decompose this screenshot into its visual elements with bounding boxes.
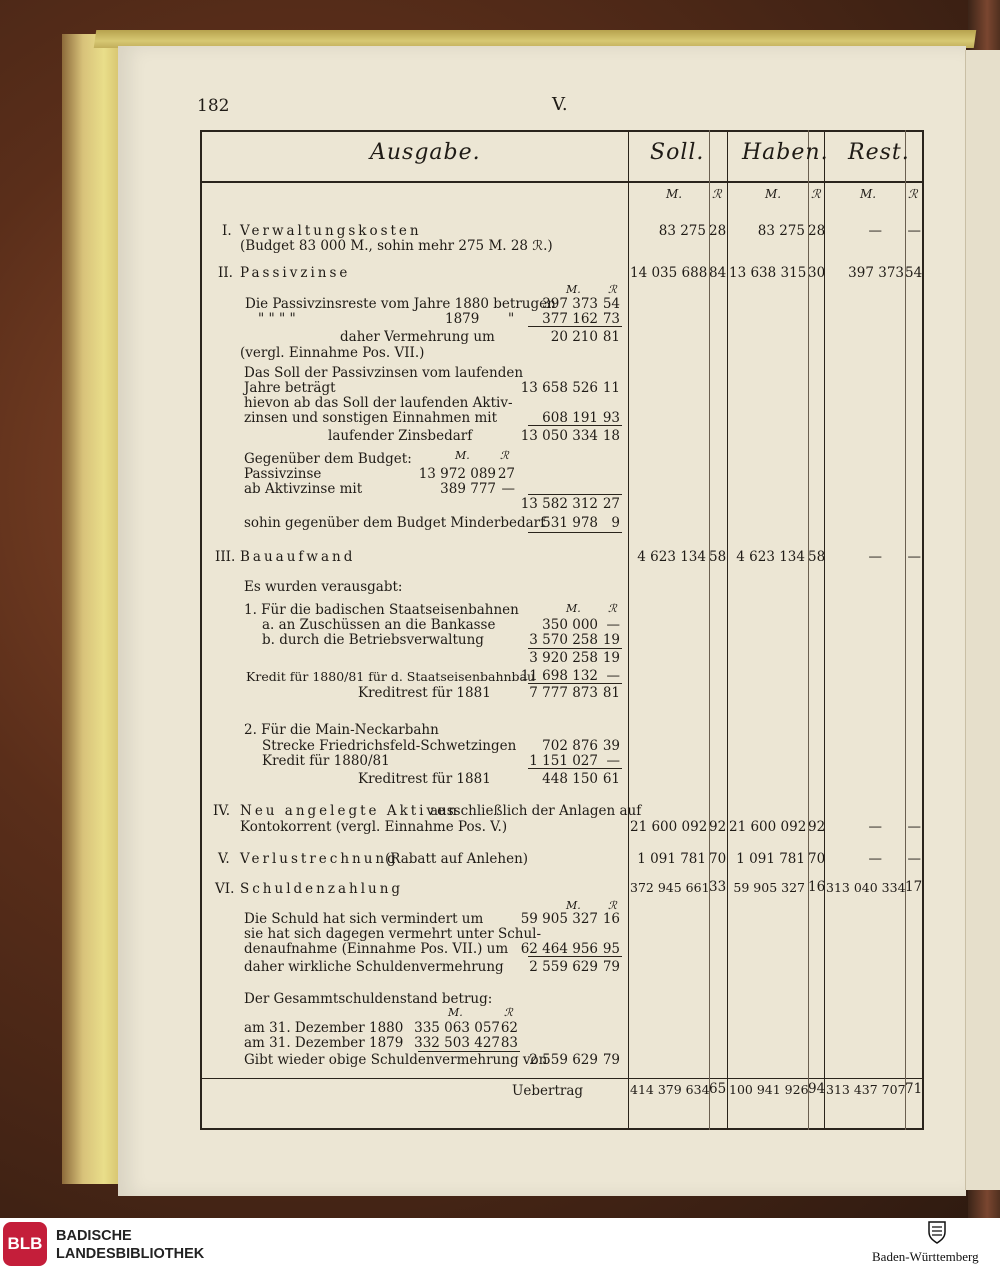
soll-pf: 33 (709, 879, 727, 895)
haben-value: 21 600 092 (729, 819, 807, 835)
passiv-pf: 27 (602, 496, 620, 512)
unit-pf: ℛ (908, 187, 918, 201)
unit-mark: M. (566, 899, 581, 912)
col-rule-soll (628, 130, 629, 1130)
section-roman: I. (222, 223, 232, 239)
library-name-line1: BADISCHE (56, 1228, 132, 1244)
unit-mark: M. (765, 187, 782, 201)
schuld-pf: 62 (500, 1020, 518, 1036)
haben-value: 13 638 315 (729, 265, 807, 281)
schuld-line: am 31. Dezember 1880 (244, 1020, 404, 1036)
haben-pf: 28 (808, 223, 826, 239)
unit-mark: M. (448, 1006, 463, 1019)
library-name-line2: LANDESBIBLIOTHEK (56, 1246, 205, 1262)
section-title: Schuldenzahlung (240, 881, 404, 897)
bau-value: 7 777 873 (529, 685, 598, 701)
haben-pf: 70 (808, 851, 826, 867)
haben-value: 1 091 781 (736, 851, 805, 867)
bau-value: 3 570 258 (529, 632, 598, 648)
passiv-pf: 81 (602, 329, 620, 345)
passiv-line: daher Vermehrung um (340, 329, 495, 345)
library-name[interactable] (56, 1227, 204, 1263)
sum-rule (528, 425, 622, 426)
passiv-line: (vergl. Einnahme Pos. VII.) (240, 345, 425, 361)
section-title: Bauaufwand (240, 549, 356, 565)
section-roman: II. (218, 265, 233, 281)
passiv-line: Das Soll der Passivzinsen vom laufenden (244, 365, 524, 381)
bau-line: Es wurden verausgabt: (244, 579, 403, 595)
section-title: Passivzinse (240, 265, 351, 281)
schuld-pf: 16 (602, 911, 620, 927)
schuld-value: 62 464 956 (520, 941, 598, 957)
passiv-line: Die Passivzinsreste vom Jahre 1880 betrugen (245, 296, 556, 312)
rest-pf: — (907, 851, 921, 867)
section-roman: VI. (215, 881, 235, 897)
header-soll: Soll. (650, 140, 705, 165)
unit-pf: ℛ (608, 283, 617, 296)
sum-rule (528, 956, 622, 957)
section-title-cont: (Rabatt auf Anlehen) (385, 851, 529, 867)
soll-value: 1 091 781 (637, 851, 706, 867)
ditto-mark: " (508, 311, 515, 327)
section-title-cont: ausschließlich der Anlagen auf (430, 803, 642, 819)
rest-pf: 17 (905, 879, 923, 895)
schuld-line: sie hat sich dagegen vermehrt unter Schul- (244, 926, 542, 942)
uebertrag-label: Uebertrag (512, 1083, 584, 1099)
rest-value: — (868, 549, 882, 565)
passiv-value: 608 191 (542, 410, 598, 426)
bau-pf: 19 (602, 650, 620, 666)
passiv-pf: 93 (602, 410, 620, 426)
section-title: Neu angelegte Aktiven (240, 803, 460, 819)
section-title: Verlustrechnung (240, 851, 399, 867)
unit-pf: ℛ (608, 899, 617, 912)
unit-mark: M. (666, 187, 683, 201)
passiv-pf: — (501, 481, 515, 497)
passiv-line: Gegenüber dem Budget: (244, 451, 412, 467)
crest-icon (927, 1220, 947, 1244)
facing-page-strip (965, 50, 1000, 1190)
bau-value: 350 000 (542, 617, 598, 633)
passiv-pf: 11 (602, 380, 620, 396)
uebertrag-rest: 313 437 707 (826, 1082, 906, 1097)
haben-pf: 16 (808, 879, 826, 895)
soll-pf: 58 (709, 549, 727, 565)
passiv-line: hievon ab das Soll der laufenden Aktiv- (244, 395, 513, 411)
passiv-value: 13 582 312 (520, 496, 598, 512)
bau-pf: — (606, 753, 620, 769)
haben-pf: 58 (808, 549, 826, 565)
bau-value: 702 876 (542, 738, 598, 754)
rest-value: — (868, 851, 882, 867)
chapter-heading: V. (552, 94, 568, 115)
uebertrag-haben-pf: 94 (808, 1081, 826, 1097)
passiv-value: 389 777 (440, 481, 496, 497)
passiv-pf: 18 (602, 428, 620, 444)
rest-value: 313 040 334 (826, 880, 906, 895)
schuld-value: 59 905 327 (520, 911, 598, 927)
bau-pf: 19 (602, 632, 620, 648)
haben-value: 83 275 (757, 223, 805, 239)
passiv-line: sohin gegenüber dem Budget Minderbedarf (244, 515, 546, 531)
passiv-pf: 9 (611, 515, 620, 531)
unit-mark: M. (566, 283, 581, 296)
page-number: 182 (197, 96, 230, 116)
section-title: Verwaltungskosten (240, 223, 422, 239)
passiv-pf: 27 (497, 466, 515, 482)
uebertrag-soll: 414 379 634 (630, 1082, 710, 1097)
schuld-pf: 95 (602, 941, 620, 957)
soll-value: 83 275 (658, 223, 706, 239)
soll-value: 14 035 688 (630, 265, 708, 281)
bau-line: a. an Zuschüssen an die Bankasse (262, 617, 496, 633)
section-roman: IV. (213, 803, 231, 819)
soll-pf: 92 (709, 819, 727, 835)
schuld-pf: 79 (602, 1052, 620, 1068)
passiv-line: ab Aktivzinse mit (244, 481, 363, 497)
passiv-line: laufender Zinsbedarf (328, 428, 473, 444)
passiv-year: 1879 (445, 311, 480, 327)
bau-value: 448 150 (542, 771, 598, 787)
header-rest: Rest. (848, 140, 910, 165)
schuld-pf: 79 (602, 959, 620, 975)
passiv-value: 531 978 (542, 515, 598, 531)
bau-line: 2. Für die Main-Neckarbahn (244, 722, 439, 738)
soll-value: 21 600 092 (630, 819, 708, 835)
passiv-value: 13 050 334 (520, 428, 598, 444)
section-title-cont: Kontokorrent (vergl. Einnahme Pos. V.) (240, 819, 508, 835)
sum-rule (528, 768, 622, 769)
uebertrag-soll-pf: 65 (709, 1081, 727, 1097)
rest-pf: — (907, 549, 921, 565)
bau-line: Kreditrest für 1881 (358, 685, 491, 701)
passiv-value: 13 658 526 (520, 380, 598, 396)
sum-rule (528, 494, 622, 495)
col-rule-haben (727, 130, 728, 1130)
bau-pf: 39 (602, 738, 620, 754)
haben-value: 4 623 134 (736, 549, 805, 565)
bau-pf: — (606, 668, 620, 684)
rest-value: — (868, 819, 882, 835)
sum-rule (528, 326, 622, 327)
schuld-value: 2 559 629 (529, 959, 598, 975)
bau-value: 3 920 258 (529, 650, 598, 666)
ditto-marks: " " " " (258, 311, 296, 327)
bau-pf: 81 (602, 685, 620, 701)
section-roman: V. (218, 851, 230, 867)
unit-pf: ℛ (608, 602, 617, 615)
passiv-value: 13 972 089 (418, 466, 496, 482)
rest-pf: — (907, 223, 921, 239)
passiv-pf: 54 (602, 296, 620, 312)
schuld-line: Die Schuld hat sich vermindert um (244, 911, 484, 927)
bau-line: Kreditrest für 1881 (358, 771, 491, 787)
bau-line: Kredit für 1880/81 für d. Staatseisenbahnbau (246, 669, 536, 684)
blb-logo[interactable]: BLB (3, 1222, 47, 1266)
passiv-value: 377 162 (542, 311, 598, 327)
state-name[interactable]: Baden-Württemberg (872, 1249, 979, 1264)
rest-value: 397 373 (848, 265, 904, 281)
unit-mark: M. (455, 449, 470, 462)
schuld-line: denaufnahme (Einnahme Pos. VII.) um (244, 941, 509, 957)
passiv-line: Passivzinse (244, 466, 322, 482)
rest-pf: — (907, 819, 921, 835)
uebertrag-haben: 100 941 926 (729, 1082, 809, 1097)
soll-value: 4 623 134 (637, 549, 706, 565)
unit-pf: ℛ (504, 1006, 513, 1019)
bau-line: Kredit für 1880/81 (262, 753, 390, 769)
bau-value: 11 698 132 (520, 668, 598, 684)
haben-pf: 92 (808, 819, 826, 835)
rest-value: — (868, 223, 882, 239)
schuld-pf: 83 (500, 1035, 518, 1051)
sum-rule (528, 683, 622, 684)
uebertrag-rule (200, 1078, 924, 1079)
soll-value: 372 945 661 (630, 880, 710, 895)
bau-line: b. durch die Betriebsverwaltung (262, 632, 484, 648)
sum-rule (528, 532, 622, 533)
unit-pf: ℛ (500, 449, 509, 462)
schuld-line: Gibt wieder obige Schuldenvermehrung von (244, 1052, 548, 1068)
schuld-value: 335 063 057 (414, 1020, 500, 1036)
soll-pf: 28 (709, 223, 727, 239)
bau-line: Strecke Friedrichsfeld-Schwetzingen (262, 738, 517, 754)
haben-value: 59 905 327 (733, 880, 805, 895)
section-roman: III. (215, 549, 236, 565)
unit-pf: ℛ (811, 187, 821, 201)
sum-rule (528, 648, 622, 649)
unit-mark: M. (860, 187, 877, 201)
bau-pf: 61 (602, 771, 620, 787)
schuld-value: 332 503 427 (414, 1035, 500, 1051)
passiv-line: zinsen und sonstigen Einnahmen mit (244, 410, 498, 426)
passiv-value: 20 210 (550, 329, 598, 345)
uebertrag-rest-pf: 71 (905, 1081, 923, 1097)
haben-pf: 30 (808, 265, 826, 281)
bau-pf: — (606, 617, 620, 633)
unit-pf: ℛ (712, 187, 722, 201)
soll-pf: 70 (709, 851, 727, 867)
header-rule (200, 181, 924, 183)
unit-mark: M. (566, 602, 581, 615)
passiv-pf: 73 (602, 311, 620, 327)
schuld-line: am 31. Dezember 1879 (244, 1035, 404, 1051)
schuld-line: Der Gesammtschuldenstand betrug: (244, 991, 493, 1007)
passiv-line: Jahre beträgt (244, 380, 336, 396)
passiv-value: 397 373 (542, 296, 598, 312)
bau-line: 1. Für die badischen Staatseisenbahnen (244, 602, 519, 618)
schuld-line: daher wirkliche Schuldenvermehrung (244, 959, 504, 975)
header-ausgabe: Ausgabe. (370, 140, 481, 165)
soll-pf: 84 (709, 265, 727, 281)
bau-value: 1 151 027 (529, 753, 598, 769)
rest-pf: 54 (905, 265, 923, 281)
schuld-value: 2 559 629 (529, 1052, 598, 1068)
header-haben: Haben. (742, 140, 829, 165)
section-note: (Budget 83 000 M., sohin mehr 275 M. 28 ℛ.) (240, 238, 553, 254)
